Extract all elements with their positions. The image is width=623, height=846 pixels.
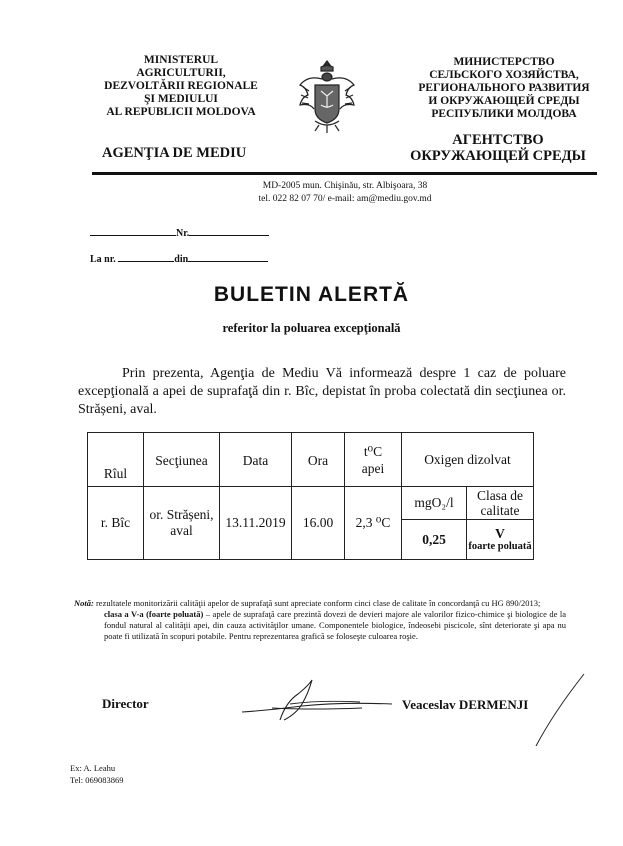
header-ru	[392, 56, 616, 121]
agency-name-ru	[404, 132, 592, 164]
din-label: din	[174, 254, 189, 265]
col-section-header: Secţiunea	[144, 433, 220, 487]
class-desc: foarte poluată	[468, 540, 532, 552]
header-ro-line: DEZVOLTĂRII REGIONALE	[104, 80, 258, 92]
header-ro-line: AGRICULTURII,	[136, 67, 226, 79]
footer	[70, 762, 123, 786]
note-line-2	[74, 609, 566, 642]
header-ru-line: РЕСПУБЛИКИ МОЛДОВА	[431, 108, 577, 120]
cell-section: or. Strășeni, aval	[144, 487, 220, 560]
header-ro	[62, 54, 300, 119]
executor-phone: Tel: 069083869	[70, 775, 124, 785]
header-ro-line: MINISTERUL	[143, 54, 219, 66]
table-header-row	[88, 433, 534, 487]
document-title: BULETIN ALERTĂ	[213, 283, 410, 306]
cell-temp: 2,3 ⁰C	[345, 487, 402, 560]
col-river-header: Rîul	[88, 433, 144, 487]
note-text-2: – apele de suprafaţă care prezintă dovezi de devieri majore ale valorilor fizico-chimice şi biologice de la fondul natural al calităţii apei, din cauza activităţilor umane. Componentele biologice, îndeosebi piscicole, sînt deteriorate şi apa nu poate fi utilizată în scopuri potabile. Pentru reprezentarea grafică se foloseşte culoarea roşie.	[104, 609, 566, 641]
agency-name-ro: AGENŢIA DE MEDIU	[102, 145, 247, 161]
header-ro-line: AL REPUBLICII MOLDOVA	[106, 106, 256, 118]
nr-blank-line	[189, 235, 269, 236]
col-hour-header: Ora	[292, 433, 345, 487]
cell-river: r. Bîc	[88, 487, 144, 560]
header-ru-line: СЕЛЬСКОГО ХОЗЯЙСТВА,	[429, 69, 579, 81]
agency-ru-line: ОКРУЖАЮЩЕЙ СРЕДЫ	[410, 148, 586, 164]
note-line-1	[74, 598, 566, 609]
coat-of-arms-icon	[297, 55, 357, 135]
col-temp-header	[345, 433, 402, 487]
cell-hour: 16.00	[292, 487, 345, 560]
handwritten-signature	[232, 678, 402, 728]
address: MD-2005 mun. Chişinău, str. Albişoara, 38	[262, 181, 428, 191]
agency-ru-line: АГЕНТСТВО	[452, 132, 544, 148]
class-value: V	[495, 525, 505, 541]
header-ru-line: И ОКРУЖАЮЩЕЙ СРЕДЫ	[428, 95, 580, 107]
temp-header-top: t⁰C	[363, 444, 383, 459]
pen-mark	[528, 672, 588, 747]
executor: Ex: A. Leahu	[70, 763, 116, 773]
note-text-1: rezultatele monitorizării calităţii apelor de suprafaţă sunt apreciate conform cinci clase de calitate în concordanţă cu HG 890/2013;	[95, 598, 541, 608]
director-label: Director	[102, 696, 149, 711]
header-divider	[92, 172, 597, 175]
cell-date: 13.11.2019	[220, 487, 292, 560]
note-block	[74, 598, 566, 642]
col-oxygen-header: Oxigen dizolvat	[402, 433, 534, 487]
header-ro-line: ŞI MEDIULUI	[144, 93, 218, 105]
address-block	[180, 180, 510, 206]
note-class-label: clasa a V-a (foarte poluată)	[104, 609, 204, 619]
cell-class-header: Clasa de calitate	[467, 487, 534, 520]
note-label: Notă:	[74, 598, 94, 608]
ref-la-nr-row	[90, 254, 268, 265]
table-row	[88, 487, 534, 520]
document-subtitle: referitor la poluarea excepţională	[222, 321, 401, 335]
din-blank-line	[188, 261, 268, 262]
cell-unit-header: mgO₂/l	[402, 487, 467, 520]
cell-oxygen-value: 0,25	[402, 520, 467, 560]
contact: tel. 022 82 07 70/ e-mail: am@mediu.gov.md	[258, 194, 432, 204]
intro-paragraph: Prin prezenta, Agenţia de Mediu Vă informează despre 1 caz de poluare excepţională a apei de suprafaţă din r. Bîc, depistat în proba colectată din secţiunea or. Strășeni, aval.	[78, 366, 566, 417]
la-nr-label: La nr.	[90, 254, 116, 265]
ref-blank-line	[90, 235, 176, 236]
cell-class-value	[467, 520, 534, 560]
temp-header-bottom: apei	[361, 461, 385, 476]
nr-label: Nr.	[176, 228, 190, 239]
col-date-header: Data	[220, 433, 292, 487]
header-ru-line: РЕГИОНАЛЬНОГО РАЗВИТИЯ	[418, 82, 590, 94]
ref-nr-row	[90, 228, 269, 239]
la-nr-blank-line	[118, 261, 174, 262]
header-ru-line: МИНИСТЕРСТВО	[453, 56, 555, 68]
signer-name: Veaceslav DERMENJI	[402, 697, 529, 712]
pollution-table	[87, 432, 534, 560]
